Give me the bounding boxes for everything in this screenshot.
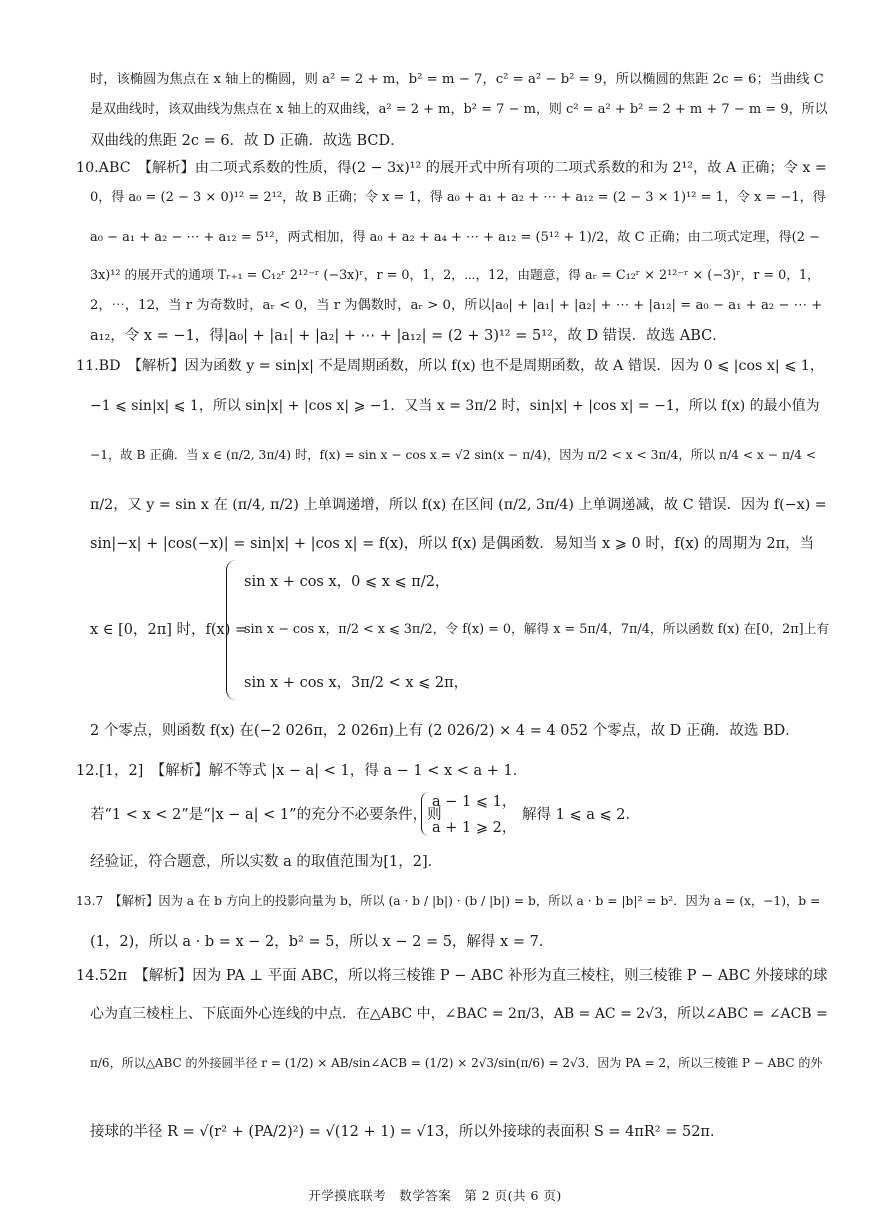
- text-line: a₀ − a₁ + a₂ − ⋯ + a₁₂ = 5¹²，两式相加，得 a₀ + a₂ + a₄ + ⋯ + a₁₂ = (5¹² + 1)/2，故 C 正确；由二项式定理，得(2 −: [90, 230, 821, 245]
- text-line: 11.BD 【解析】因为函数 y = sin|x| 不是周期函数，所以 f(x) 也不是周期函数，故 A 错误．因为 0 ⩽ |cos x| ⩽ 1，: [76, 358, 825, 374]
- text-line: 3x)¹² 的展开式的通项 Tᵣ₊₁ = C₁₂ʳ 2¹²⁻ʳ (−3x)ʳ，r = 0，1，2，⋯，12，由题意，得 aᵣ = C₁₂ʳ × 2¹²⁻ʳ × (−3)ʳ，r = 0，1，: [90, 268, 820, 283]
- system-brace: [421, 792, 430, 836]
- text-line: 双曲线的焦距 2c = 6．故 D 正确．故选 BCD．: [90, 133, 405, 149]
- text-line: 2 个零点，则函数 f(x) 在(−2 026π，2 026π)上有 (2 026/2) × 4 = 4 052 个零点，故 D 正确．故选 BD．: [90, 723, 800, 739]
- system-tail: 解得 1 ⩽ a ⩽ 2．: [522, 807, 640, 823]
- piecewise-brace: [226, 560, 239, 700]
- text-line: 经验证，符合题意，所以实数 a 的取值范围为[1，2]．: [90, 854, 443, 870]
- system-lead: 若“1 < x < 2”是“|x − a| < 1”的充分不必要条件，则: [90, 807, 442, 823]
- text-line: 接球的半径 R = √(r² + (PA/2)²) = √(12 + 1) = √13，所以外接球的表面积 S = 4πR² = 52π．: [90, 1124, 725, 1140]
- piecewise-case-2: sin x − cos x，π/2 < x ⩽ 3π/2，令 f(x) = 0，解得 x = 5π/4，7π/4，所以函数 f(x) 在[0，2π]上有: [244, 622, 830, 637]
- text-line: sin|−x| + |cos(−x)| = sin|x| + |cos x| = f(x)，所以 f(x) 是偶函数．易知当 x ⩾ 0 时，f(x) 的周期为 2π，当: [90, 536, 815, 552]
- system-row-2: a + 1 ⩾ 2，: [432, 820, 517, 836]
- text-line: 10.ABC 【解析】由二项式系数的性质，得(2 − 3x)¹² 的展开式中所有项的二项式系数的和为 2¹²，故 A 正确；令 x =: [76, 160, 827, 176]
- text-line: 心为直三棱柱上、下底面外心连线的中点．在△ABC 中，∠BAC = 2π/3，AB = AC = 2√3，所以∠ABC = ∠ACB =: [90, 1006, 828, 1022]
- system-row-1: a − 1 ⩽ 1，: [432, 794, 517, 810]
- text-line: 13.7 【解析】因为 a 在 b 方向上的投影向量为 b，所以 (a · b / |b|) · (b / |b|) = b，所以 a · b = |b|² = b²．因为 a = (x，−1)，b =: [76, 894, 821, 908]
- text-line: 12.[1，2] 【解析】解不等式 |x − a| < 1，得 a − 1 < x < a + 1．: [76, 763, 528, 779]
- text-line: (1，2)，所以 a · b = x − 2，b² = 5，所以 x − 2 = 5，解得 x = 7．: [90, 934, 554, 950]
- text-line: −1，故 B 正确．当 x ∈ (π/2, 3π/4) 时，f(x) = sin x − cos x = √2 sin(x − π/4)，因为 π/2 < x < 3π/4，所以 π/4 < x − π/4 <: [90, 448, 817, 462]
- piecewise-lead: x ∈ [0，2π] 时，f(x) =: [90, 622, 248, 638]
- piecewise-case-3: sin x + cos x，3π/2 < x ⩽ 2π，: [244, 675, 469, 691]
- text-line: a₁₂，令 x = −1，得|a₀| + |a₁| + |a₂| + ⋯ + |a₁₂| = (2 + 3)¹² = 5¹²，故 D 错误．故选 ABC．: [90, 328, 727, 344]
- text-line: 14.52π 【解析】因为 PA ⊥ 平面 ABC，所以将三棱锥 P − ABC 补形为直三棱柱，则三棱锥 P − ABC 外接球的球: [76, 968, 828, 984]
- page-footer: 开学摸底联考 数学答案 第 2 页(共 6 页): [308, 1188, 562, 1203]
- text-line: π/6，所以△ABC 的外接圆半径 r = (1/2) × AB/sin∠ACB = (1/2) × 2√3/sin(π/6) = 2√3．因为 PA = 2，所以三棱锥 P − ABC 的外: [90, 1056, 823, 1070]
- text-line: 2，⋯，12，当 r 为奇数时，aᵣ < 0，当 r 为偶数时，aᵣ > 0，所以|a₀| + |a₁| + |a₂| + ⋯ + |a₁₂| = a₀ − a₁ + a₂ − ⋯ +: [90, 298, 823, 313]
- text-line: 0，得 a₀ = (2 − 3 × 0)¹² = 2¹²，故 B 正确；令 x = 1，得 a₀ + a₁ + a₂ + ⋯ + a₁₂ = (2 − 3 × 1)¹² = 1，令 x = −1，得: [90, 190, 826, 205]
- text-line: 时，该椭圆为焦点在 x 轴上的椭圆，则 a² = 2 + m，b² = m − 7，c² = a² − b² = 9，所以椭圆的焦距 2c = 6；当曲线 C: [90, 72, 824, 87]
- text-line: π/2，又 y = sin x 在 (π/4, π/2) 上单调递增，所以 f(x) 在区间 (π/2, 3π/4) 上单调递减，故 C 错误．因为 f(−x) =: [90, 497, 827, 513]
- text-line: −1 ⩽ sin|x| ⩽ 1，所以 sin|x| + |cos x| ⩾ −1．又当 x = 3π/2 时，sin|x| + |cos x| = −1，所以 f(x) 的最小值为: [90, 398, 820, 414]
- piecewise-case-1: sin x + cos x，0 ⩽ x ⩽ π/2，: [244, 574, 450, 590]
- text-line: 是双曲线时，该双曲线为焦点在 x 轴上的双曲线，a² = 2 + m，b² = 7 − m，则 c² = a² + b² = 2 + m + 7 − m = 9，所以: [90, 102, 828, 117]
